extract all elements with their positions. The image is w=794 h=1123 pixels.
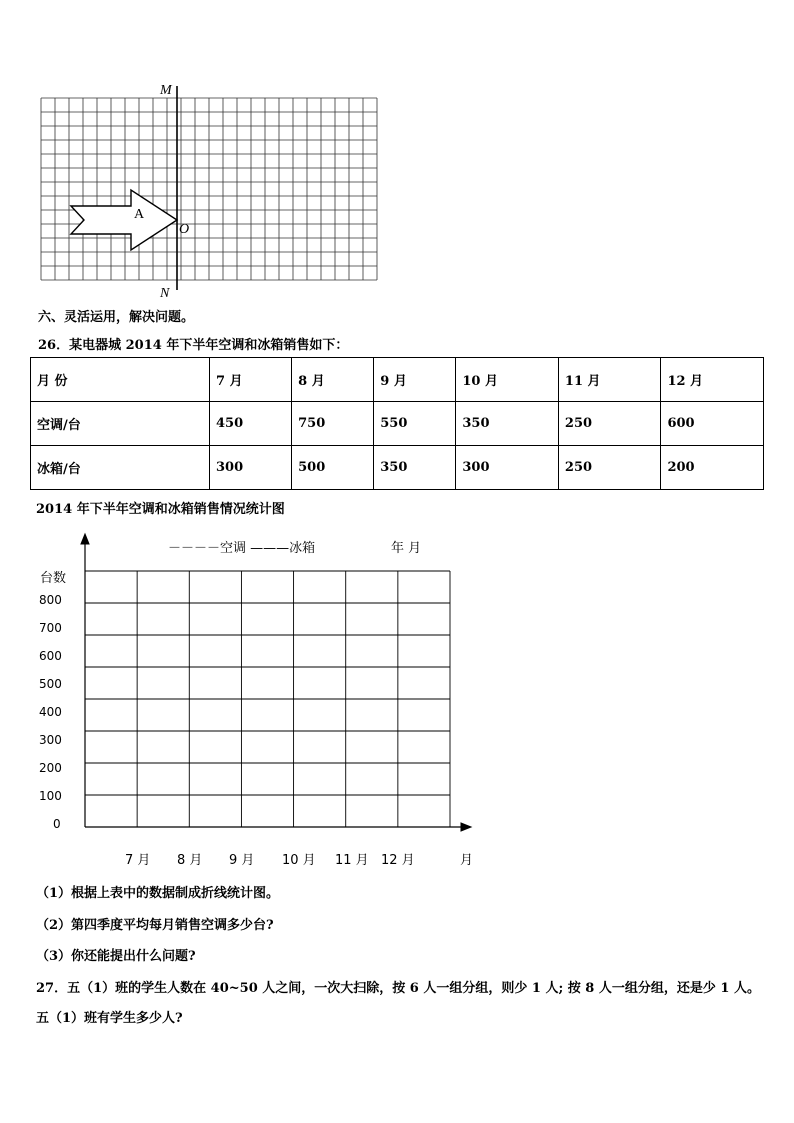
chart-title: 2014 年下半年空调和冰箱销售情况统计图 [36, 502, 285, 517]
sales-table [30, 357, 764, 490]
arrow-shape-a [71, 190, 177, 250]
q26-sub2: （2）第四季度平均每月销售空调多少台? [36, 918, 274, 933]
line-chart [0, 525, 500, 845]
table-cell: 空调/台 [31, 402, 210, 446]
table-cell: 9 月 [374, 358, 456, 402]
table-cell: 300 [210, 446, 292, 490]
table-cell: 11 月 [558, 358, 661, 402]
x-tick-label: 10 月 [282, 853, 316, 868]
x-tick-label: 12 月 [381, 853, 415, 868]
table-cell: 250 [558, 402, 661, 446]
y-tick-label: 700 [39, 621, 62, 635]
label-o: O [179, 222, 190, 237]
y-tick-label: 600 [39, 649, 62, 663]
chart-legend: －－－－空调 ———冰箱 [168, 541, 316, 556]
x-tick-label: 8 月 [177, 853, 203, 868]
q27-line1: 27．五（1）班的学生人数在 40~50 人之间，一次大扫除，按 6 人一组分组，则少 1 人; 按 8 人一组分组，还是少 1 人。 [36, 981, 760, 996]
y-tick-label: 300 [39, 733, 62, 747]
table-row [31, 446, 764, 490]
table-cell: 7 月 [210, 358, 292, 402]
table-cell: 250 [558, 446, 661, 490]
table-row [31, 402, 764, 446]
q27-line2: 五（1）班有学生多少人? [36, 1011, 183, 1026]
x-tick-label: 11 月 [335, 853, 369, 868]
chart-date-blank: 年 月 [391, 541, 422, 556]
label-n: N [160, 286, 170, 300]
label-a: A [134, 207, 145, 222]
y-tick-label: 400 [39, 705, 62, 719]
y-axis-label: 台数 [40, 571, 67, 586]
table-row [31, 358, 764, 402]
x-tick-label: 7 月 [125, 853, 151, 868]
q26-sub1: （1）根据上表中的数据制成折线统计图。 [36, 886, 280, 901]
y-tick-label: 800 [39, 593, 62, 607]
y-tick-label: 200 [39, 761, 62, 775]
q26-intro: 26．某电器城 2014 年下半年空调和冰箱销售如下： [38, 338, 349, 353]
table-cell: 550 [374, 402, 456, 446]
x-axis-label: 月 [460, 853, 474, 868]
grid-lines [41, 98, 377, 280]
table-cell: 350 [374, 446, 456, 490]
x-tick-label: 9 月 [229, 853, 255, 868]
table-cell: 8 月 [292, 358, 374, 402]
q26-sub3: （3）你还能提出什么问题? [36, 949, 196, 964]
table-cell: 500 [292, 446, 374, 490]
label-m: M [160, 83, 172, 98]
y-tick-label: 100 [39, 789, 62, 803]
table-cell: 300 [456, 446, 559, 490]
table-cell: 350 [456, 402, 559, 446]
table-cell: 200 [661, 446, 764, 490]
table-cell: 10 月 [456, 358, 559, 402]
y-tick-label: 0 [53, 817, 61, 831]
reflection-grid-figure [36, 80, 381, 300]
table-cell: 450 [210, 402, 292, 446]
y-tick-label: 500 [39, 677, 62, 691]
table-cell: 冰箱/台 [31, 446, 210, 490]
section-6-title: 六、灵活运用，解决问题。 [38, 310, 195, 325]
table-cell: 600 [661, 402, 764, 446]
table-cell: 12 月 [661, 358, 764, 402]
table-cell: 750 [292, 402, 374, 446]
table-cell: 月 份 [31, 358, 210, 402]
chart-grid [85, 571, 450, 827]
